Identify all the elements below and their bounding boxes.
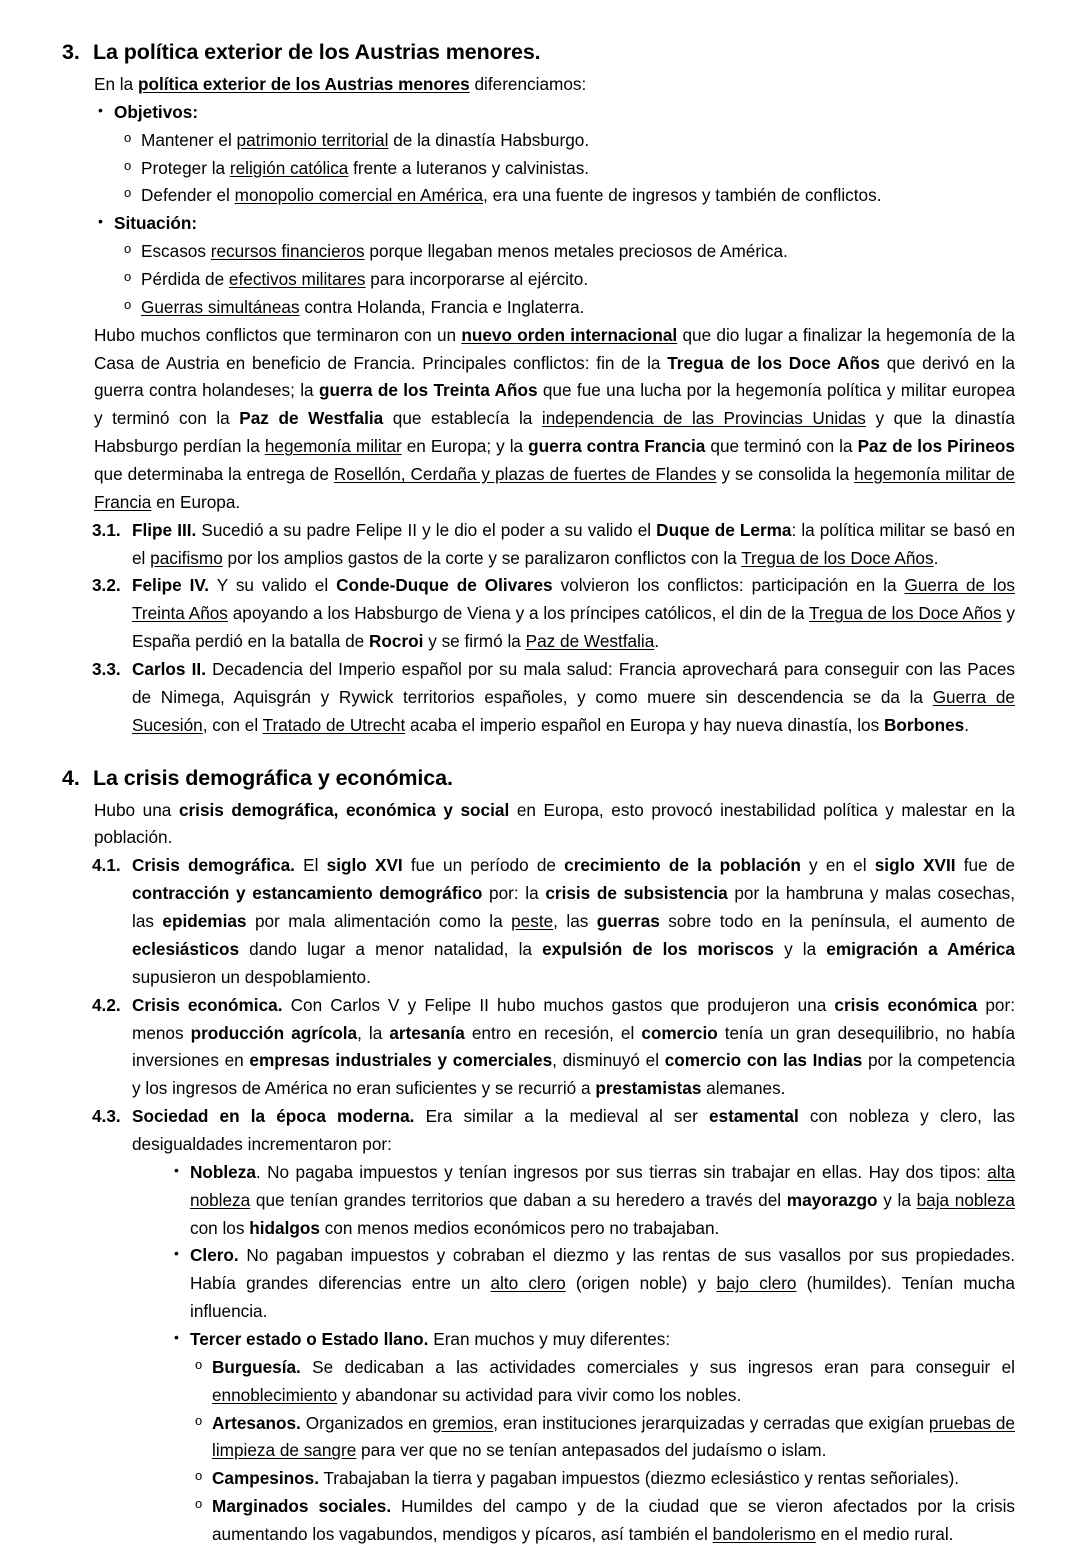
third-estate-text: Burguesía. Se dedicaban a las actividades comerciales y sus ingresos eran para conseguir el ennoblecimiento y abandonar su actividad para vivir como los nobles. (212, 1356, 1015, 1405)
bullet-situacion (98, 210, 1015, 238)
circle-bullet-icon: o (124, 129, 132, 145)
subitem-text: Sociedad en la época moderna. Era similar a la medieval al ser estamental con nobleza y clero, las desigualdades incrementaron por: (132, 1106, 1015, 1154)
third-estate-burguesia (195, 1354, 1015, 1410)
list-item (124, 238, 1015, 266)
disc-bullet-icon: • (174, 1328, 179, 1345)
section-title: La política exterior de los Austrias menores. (93, 40, 541, 64)
bullet-label-text: Situación: (114, 213, 198, 234)
estate-text: Tercer estado o Estado llano. Eran muchos y muy diferentes: (190, 1328, 671, 1349)
subitem-number: 4.2. (92, 994, 121, 1015)
subitem-3-2 (92, 572, 1015, 656)
list-item (124, 155, 1015, 183)
subitem-3-3 (92, 656, 1015, 740)
disc-bullet-icon: • (98, 101, 103, 118)
section-heading-3 (62, 40, 1015, 65)
third-estate-artesanos (195, 1410, 1015, 1466)
section-title: La crisis demográfica y económica. (93, 765, 453, 790)
subitem-4-1 (92, 852, 1015, 991)
subitem-text: Flipe III. Sucedió a su padre Felipe II y le dio el poder a su valido el Duque de Lerma: la política militar se basó en el pacifismo por los amplios gastos de la corte y se paralizaron conflictos con la Tregua de los Doce Años. (132, 519, 1015, 568)
disc-bullet-icon: • (98, 213, 103, 230)
subitem-number: 4.1. (92, 855, 121, 876)
list-item (124, 182, 1015, 210)
third-estate-campesinos (195, 1465, 1015, 1493)
circle-bullet-icon: o (124, 157, 132, 173)
bullet-label (114, 210, 1015, 238)
list-item-text: Escasos recursos financieros porque llegaban menos metales preciosos de América. (141, 241, 788, 262)
subitem-4-2 (92, 992, 1015, 1103)
disc-bullet-icon: • (174, 1161, 179, 1178)
subitem-4-3 (92, 1103, 1015, 1159)
subitem-text: Crisis demográfica. El siglo XVI fue un período de crecimiento de la población y en el siglo XVII fue de contracción y estancamiento demográfico por: la crisis de subsistencia por la hambruna y malas cosechas, las epidemias por mala alimentación como la peste, las guerras sobre todo en la península, el aumento de eclesiásticos dando lugar a menor natalidad, la expulsión de los moriscos y la emigración a América supusieron un despoblamiento. (132, 855, 1016, 987)
estate-nobleza (174, 1159, 1015, 1243)
section-4-intro: Hubo una crisis demográfica, económica y social en Europa, esto provocó inestabilidad política y malestar en la población. (94, 799, 1015, 848)
estate-text: Clero. No pagaban impuestos y cobraban el diezmo y las rentas de sus vasallos por sus propiedades. Había grandes diferencias entre un alto clero (origen noble) y bajo clero (humildes). Tenían mucha influencia. (190, 1245, 1015, 1322)
list-item-text: Guerras simultáneas contra Holanda, Francia e Inglaterra. (141, 296, 585, 317)
subitem-3-1 (92, 517, 1015, 573)
third-estate-text: Artesanos. Organizados en gremios, eran instituciones jerarquizadas y cerradas que exigían pruebas de limpieza de sangre para ver que no se tenían antepasados del judaísmo o islam. (212, 1412, 1015, 1461)
list-item (124, 294, 1015, 322)
circle-bullet-icon: o (195, 1468, 203, 1484)
list-item-text: Proteger la religión católica frente a luteranos y calvinistas. (141, 157, 590, 178)
circle-bullet-icon: o (124, 185, 132, 201)
estate-text: Nobleza. No pagaba impuestos y tenían ingresos por sus tierras sin trabajar en ellas. Hay dos tipos: alta nobleza que tenían grandes territorios que daban a su heredero a través del mayorazgo y la baja nobleza con los hidalgos con menos medios económicos pero no trabajaban. (190, 1161, 1015, 1238)
subitem-number: 4.3. (92, 1106, 121, 1127)
section-3-intro: En la política exterior de los Austrias menores diferenciamos: (94, 74, 587, 94)
circle-bullet-icon: o (195, 1496, 203, 1512)
circle-bullet-icon: o (124, 269, 132, 285)
list-item (124, 266, 1015, 294)
section-number: 4. (62, 765, 80, 790)
bullet-objetivos (98, 99, 1015, 127)
section-number: 3. (62, 40, 80, 64)
disc-bullet-icon: • (174, 1245, 179, 1262)
estate-tercer-estado (174, 1326, 1015, 1354)
list-item-text: Pérdida de efectivos militares para incorporarse al ejército. (141, 269, 589, 290)
subitem-text: Felipe IV. Y su valido el Conde-Duque de Olivares volvieron los conflictos: participación en la Guerra de los Treinta Años apoyando a los Habsburgo de Viena y a los príncipes católicos, el din de la Tregua de los Doce Años y España perdió en la batalla de Rocroi y se firmó la Paz de Westfalia. (132, 575, 1015, 652)
subitem-number: 3.1. (92, 519, 121, 540)
subitem-number: 3.2. (92, 575, 121, 596)
subitem-text: Carlos II. Decadencia del Imperio español por su mala salud: Francia aprovechará para conseguir con las Paces de Nimega, Aquisgrán y Rywick territorios españoles, y como muere sin descendencia se da la Guerra de Sucesión, con el Tratado de Utrecht acaba el imperio español en Europa y hay nueva dinastía, los Borbones. (132, 659, 1015, 735)
list-item (124, 127, 1015, 155)
circle-bullet-icon: o (195, 1412, 203, 1428)
subitem-number: 3.3. (92, 659, 121, 680)
section-heading-4 (62, 766, 1015, 791)
bullet-label-text: Objetivos: (114, 101, 199, 122)
third-estate-marginados (195, 1493, 1015, 1549)
circle-bullet-icon: o (195, 1356, 203, 1372)
third-estate-text: Marginados sociales. Humildes del campo y de la ciudad que se vieron afectados por la crisis aumentando los vagabundos, mendigos y pícaros, así también el bandolerismo en el medio rural. (212, 1496, 1015, 1544)
subitem-text: Crisis económica. Con Carlos V y Felipe II hubo muchos gastos que produjeron una crisis económica por: menos producción agrícola, la artesanía entro en recesión, el comercio tenía un gran desequilibrio, no había inversiones en empresas industriales y comerciales, disminuyó el comercio con las Indias por la competencia y los ingresos de América no eran suficientes y se recurrió a prestamistas alemanes. (132, 994, 1016, 1099)
third-estate-text: Campesinos. Trabajaban la tierra y pagaban impuestos (diezmo eclesiástico y rentas señoriales). (212, 1468, 960, 1489)
section-3-body: Hubo muchos conflictos que terminaron con un nuevo orden internacional que dio lugar a finalizar la hegemonía de la Casa de Austria en beneficio de Francia. Principales conflictos: fin de la Tregua de los Doce Años que derivó en la guerra contra holandeses; la guerra de los Treinta Años que fue una lucha por la hegemonía política y militar europea y terminó con la Paz de Westfalia que establecía la independencia de las Provincias Unidas y que la dinastía Habsburgo perdían la hegemonía militar en Europa; y la guerra contra Francia que terminó con la Paz de los Pirineos que determinaba la entrega de Rosellón, Cerdaña y plazas de fuertes de Flandes y se consolida la hegemonía militar de Francia en Europa. (94, 324, 1016, 512)
circle-bullet-icon: o (124, 296, 132, 312)
list-item-text: Mantener el patrimonio territorial de la dinastía Habsburgo. (141, 129, 590, 150)
estate-clero (174, 1242, 1015, 1326)
circle-bullet-icon: o (124, 241, 132, 257)
list-item-text: Defender el monopolio comercial en América, era una fuente de ingresos y también de conflictos. (141, 185, 882, 206)
bullet-label (114, 99, 1015, 127)
